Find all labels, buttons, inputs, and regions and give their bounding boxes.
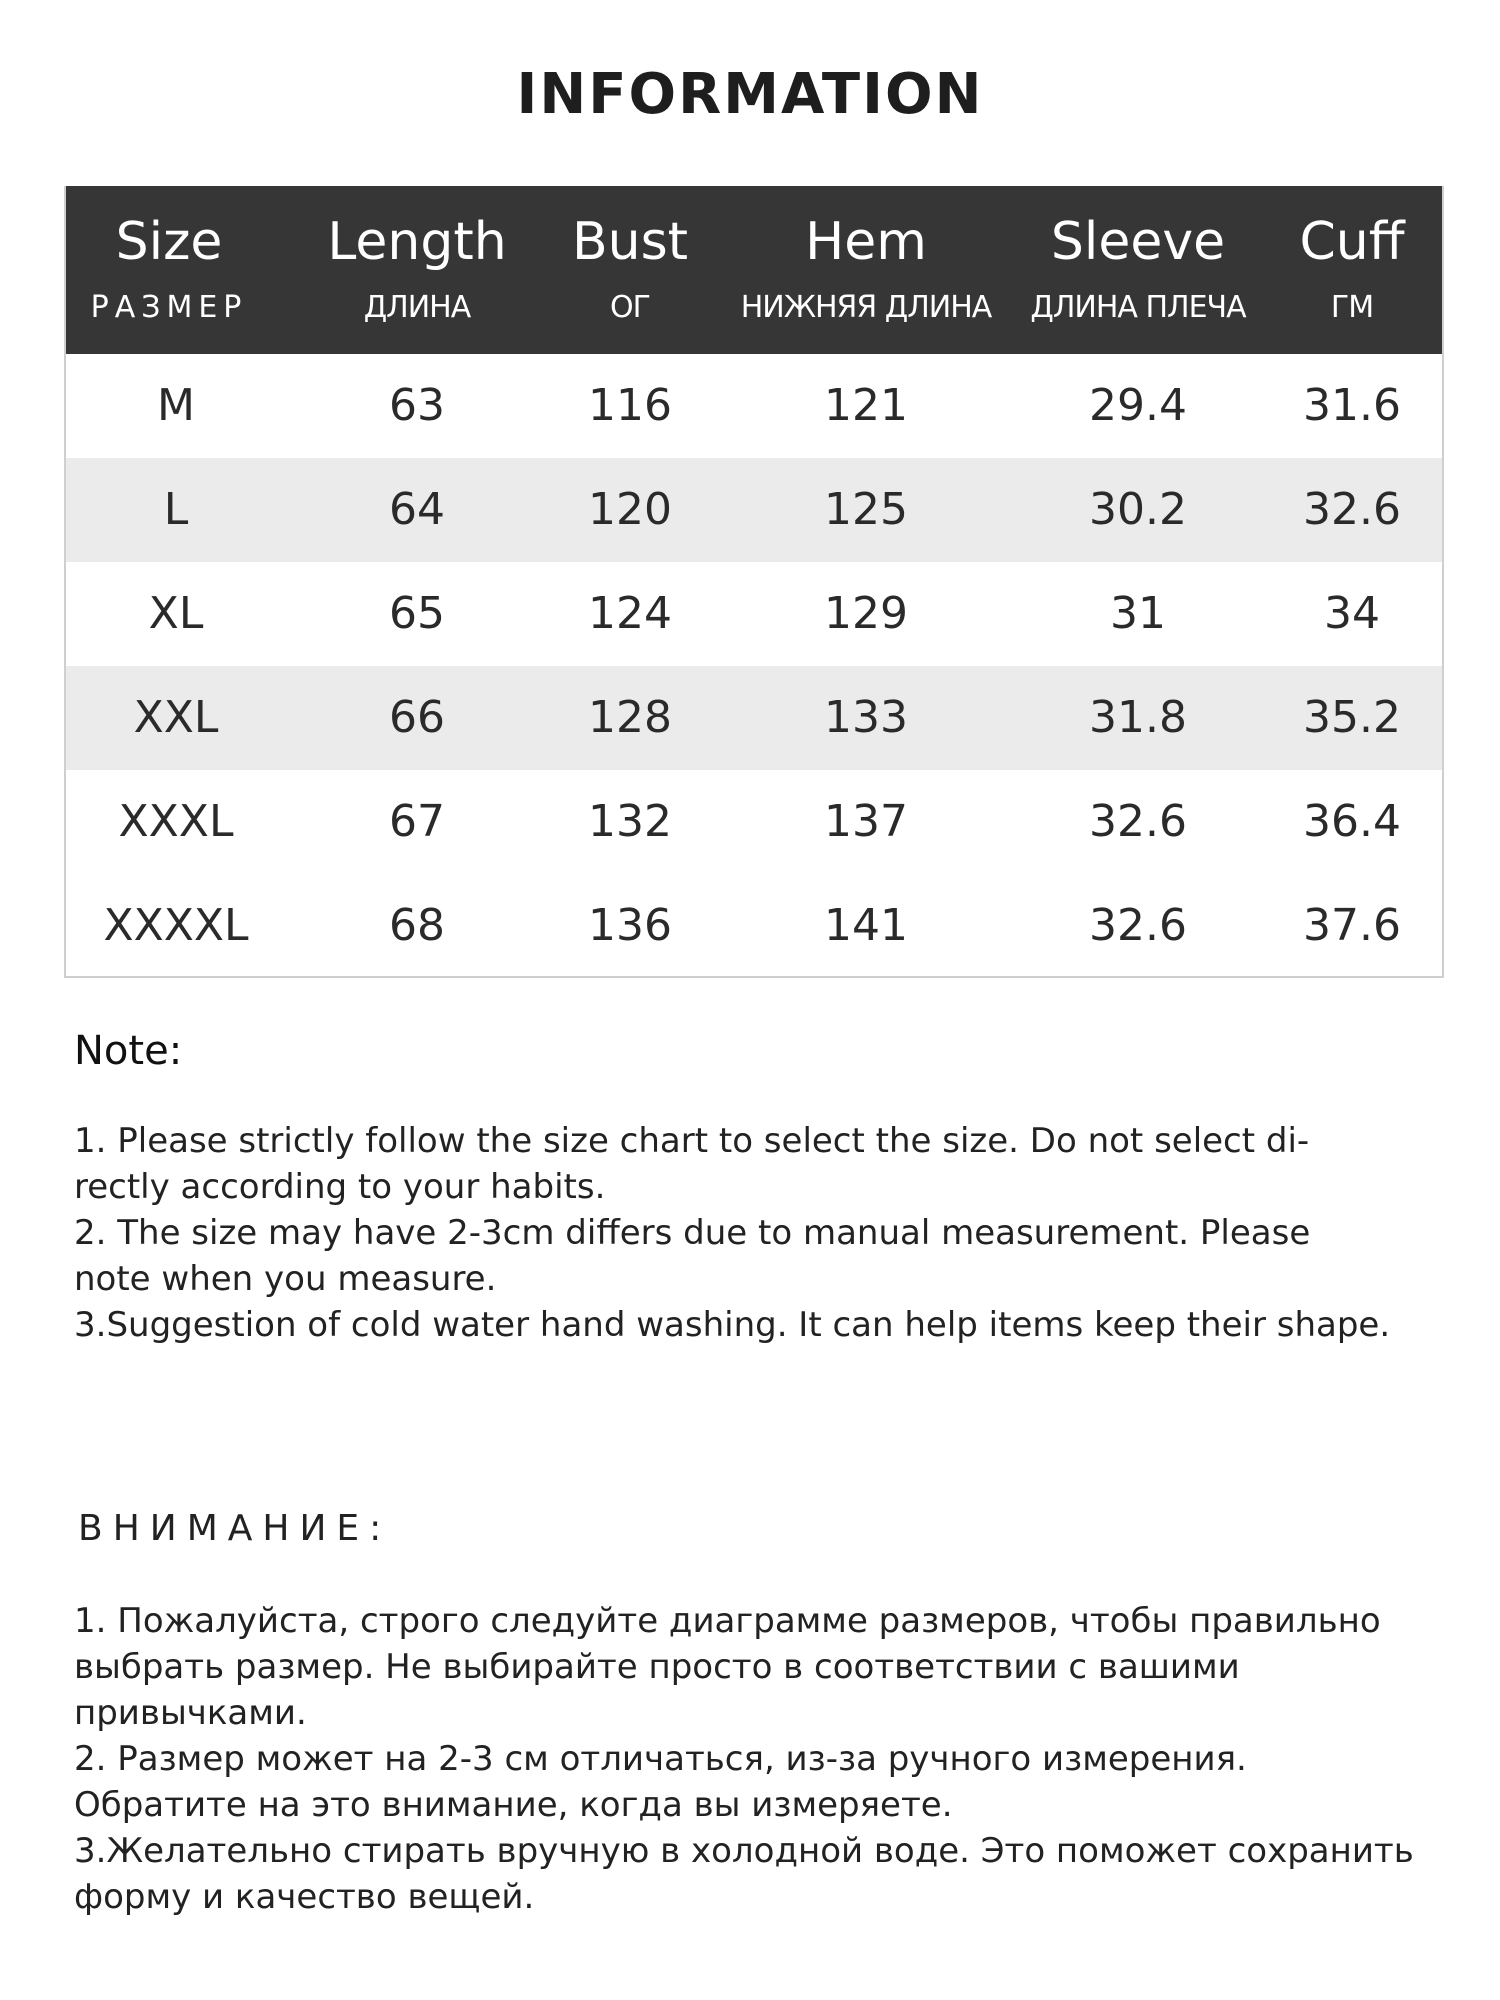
header-size <box>66 186 272 354</box>
header-bust-ru: ОГ <box>610 290 650 325</box>
cell-cuff: 35.2 <box>1303 692 1401 743</box>
cell-sleeve: 29.4 <box>1089 380 1187 431</box>
note-list <box>74 1118 1394 1348</box>
header-hem-en: Hem <box>805 212 927 272</box>
header-size-en: Size <box>115 212 223 272</box>
cell-hem: 141 <box>824 900 908 951</box>
cell-length: 67 <box>389 796 445 847</box>
table-row <box>66 562 1442 666</box>
header-bust-en: Bust <box>571 212 689 272</box>
header-sleeve-ru: ДЛИНА ПЛЕЧА <box>1030 290 1246 325</box>
cell-hem: 125 <box>824 484 908 535</box>
cell-sleeve: 30.2 <box>1089 484 1187 535</box>
cell-hem: 121 <box>824 380 908 431</box>
cell-size: XXL <box>133 692 219 743</box>
cell-bust: 136 <box>588 900 672 951</box>
cell-bust: 116 <box>588 380 672 431</box>
cell-length: 68 <box>389 900 445 951</box>
note-heading: Note: <box>74 1028 183 1074</box>
cell-length: 65 <box>389 588 445 639</box>
table-header <box>66 186 1442 354</box>
header-cuff <box>1262 186 1442 354</box>
header-size-ru: РАЗМЕР <box>90 290 248 325</box>
page-title: INFORMATION <box>516 62 984 127</box>
cell-hem: 129 <box>824 588 908 639</box>
table-row <box>66 458 1442 562</box>
note-item: 3.Suggestion of cold water hand washing. It can help items keep their shape. <box>74 1305 1391 1345</box>
cell-size: XXXXL <box>103 900 249 951</box>
cell-bust: 132 <box>588 796 672 847</box>
cell-bust: 128 <box>588 692 672 743</box>
header-cuff-ru: ГМ <box>1330 290 1374 325</box>
cell-sleeve: 31.8 <box>1089 692 1187 743</box>
table-row <box>66 354 1442 458</box>
header-length-ru: ДЛИНА <box>363 290 471 325</box>
attention-heading: ВНИМАНИЕ: <box>78 1508 392 1549</box>
header-length-en: Length <box>327 212 507 272</box>
cell-cuff: 32.6 <box>1303 484 1401 535</box>
attention-item: 2. Размер может на 2-3 см отличаться, из-за ручного измерения. Обратите на это внимание, когда вы измеряете. <box>74 1739 1247 1825</box>
header-hem-ru: НИЖНЯЯ ДЛИНА <box>740 290 992 325</box>
cell-bust: 124 <box>588 588 672 639</box>
cell-cuff: 37.6 <box>1303 900 1401 951</box>
header-bust <box>542 186 718 354</box>
cell-cuff: 31.6 <box>1303 380 1401 431</box>
cell-length: 66 <box>389 692 445 743</box>
header-sleeve-en: Sleeve <box>1050 212 1226 272</box>
cell-size: M <box>157 380 195 431</box>
table-row <box>66 770 1442 874</box>
cell-cuff: 36.4 <box>1303 796 1401 847</box>
cell-size: XXXL <box>118 796 234 847</box>
header-length <box>292 186 542 354</box>
cell-cuff: 34 <box>1324 588 1380 639</box>
table-row <box>66 666 1442 770</box>
attention-list <box>74 1598 1414 1920</box>
note-item: 2. The size may have 2-3cm differs due to manual measurement. Please note when you measure. <box>74 1213 1311 1299</box>
cell-size: XL <box>148 588 204 639</box>
attention-item: 3.Желательно стирать вручную в холодной воде. Это поможет сохранить форму и качество вещей. <box>74 1831 1414 1917</box>
cell-hem: 137 <box>824 796 908 847</box>
attention-item: 1. Пожалуйста, строго следуйте диаграмме размеров, чтобы правильно выбрать размер. Не выбирайте просто в соответствии с вашими привычками. <box>74 1601 1381 1733</box>
table-row <box>66 874 1442 978</box>
cell-length: 63 <box>389 380 445 431</box>
header-cuff-en: Cuff <box>1299 212 1405 272</box>
cell-hem: 133 <box>824 692 908 743</box>
cell-length: 64 <box>389 484 445 535</box>
note-item: 1. Please strictly follow the size chart to select the size. Do not select di-rectly according to your habits. <box>74 1121 1310 1207</box>
cell-bust: 120 <box>588 484 672 535</box>
header-sleeve <box>1014 186 1262 354</box>
cell-sleeve: 32.6 <box>1089 796 1187 847</box>
size-table <box>64 186 1444 978</box>
cell-sleeve: 31 <box>1110 588 1166 639</box>
cell-size: L <box>163 484 189 535</box>
header-hem <box>718 186 1014 354</box>
cell-sleeve: 32.6 <box>1089 900 1187 951</box>
